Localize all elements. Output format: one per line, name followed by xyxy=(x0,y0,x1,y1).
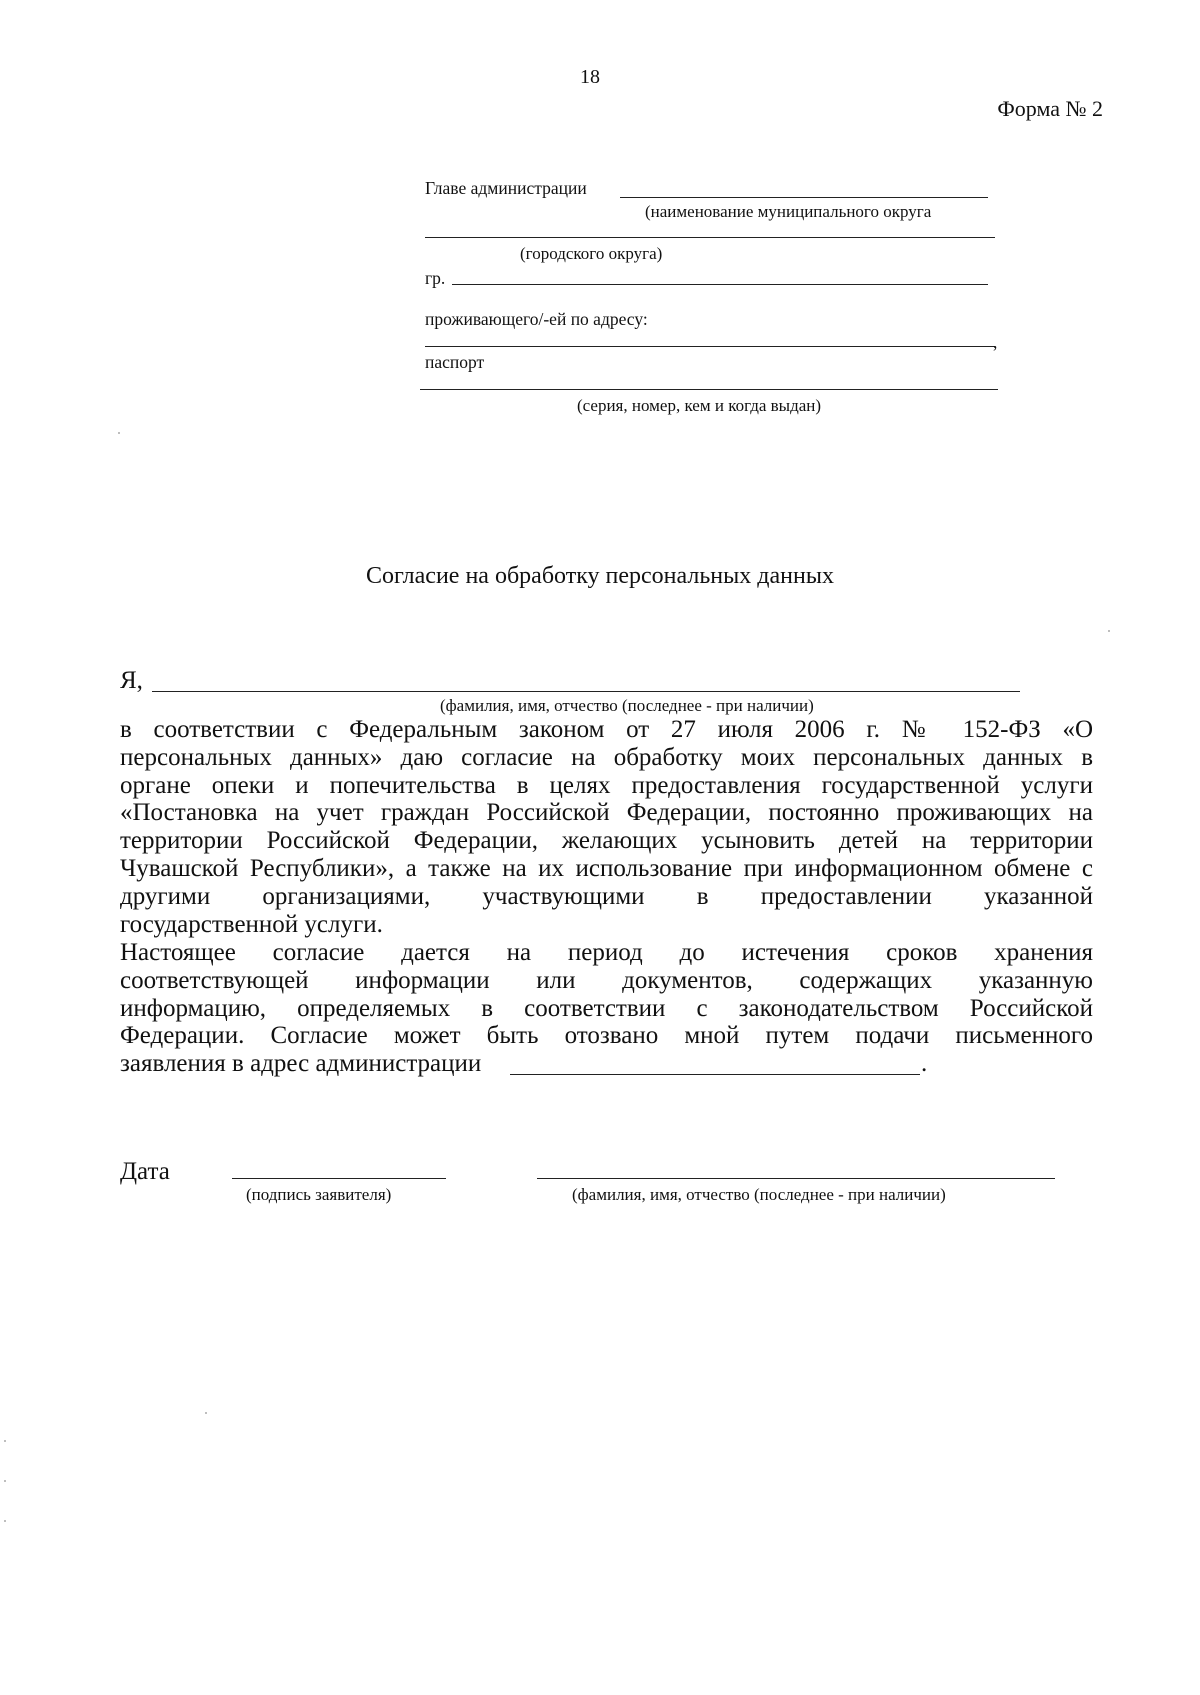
scan-speck xyxy=(1108,630,1110,632)
form-number: Форма № 2 xyxy=(997,96,1103,121)
scan-speck xyxy=(205,1412,207,1414)
signature-caption: (подпись заявителя) xyxy=(246,1185,392,1204)
scan-speck xyxy=(118,432,120,434)
document-title: Согласие на обработку персональных данных xyxy=(366,563,834,589)
scan-speck xyxy=(4,1480,6,1482)
page-number: 18 xyxy=(580,66,600,88)
head-of-administration-label: Главе администрации xyxy=(425,178,587,198)
passport-label: паспорт xyxy=(425,352,485,372)
applicant-fullname-caption: (фамилия, имя, отчество (последнее - при наличии) xyxy=(572,1185,946,1204)
paragraph-line: органе опеки и попечительства в целях предоставления государственной услуги xyxy=(120,771,1093,799)
sentence-end-period: . xyxy=(921,1050,928,1077)
paragraph-line: персональных данных» даю согласие на обработку моих персональных данных в xyxy=(120,743,1093,771)
consent-paragraph-1 xyxy=(120,716,1093,938)
paragraph-line: информацию, определяемых в соответствии с законодательством Российской xyxy=(120,994,1093,1022)
signature-line[interactable] xyxy=(232,1178,446,1179)
municipal-district-caption: (наименование муниципального округа xyxy=(645,202,932,221)
residence-address-line[interactable] xyxy=(425,346,995,347)
administration-address-label: заявления в адрес администрации xyxy=(120,1050,482,1078)
administration-address-line[interactable] xyxy=(510,1074,920,1075)
paragraph-last-line: государственной услуги. xyxy=(120,910,383,938)
date-label: Дата xyxy=(120,1158,170,1185)
paragraph-line: Настоящее согласие дается на период до истечения сроков хранения xyxy=(120,939,1093,966)
residence-label: проживающего/-ей по адресу: xyxy=(425,309,648,329)
municipal-district-line[interactable] xyxy=(425,237,995,238)
administration-name-line[interactable] xyxy=(620,197,988,198)
paragraph-line: «Постановка на учет граждан Российской Федерации, постоянно проживающих на xyxy=(120,799,1093,827)
passport-caption: (серия, номер, кем и когда выдан) xyxy=(577,396,822,415)
citizen-label: гр. xyxy=(425,268,446,288)
i-label: Я, xyxy=(120,667,143,694)
declarant-name-line[interactable] xyxy=(152,691,1020,692)
passport-details-line[interactable] xyxy=(420,389,998,390)
paragraph-line: соответствующей информации или документов, содержащих указанную xyxy=(120,966,1093,994)
scan-speck xyxy=(4,1520,6,1522)
paragraph-line: Федерации. Согласие может быть отозвано мной путем подачи письменного xyxy=(120,1022,1093,1050)
paragraph-line: другими организациями, участвующими в предоставлении указанной xyxy=(120,882,1093,910)
consent-paragraph-2 xyxy=(120,939,1093,1078)
paragraph-line: в соответствии с Федеральным законом от 27 июля 2006 г. № 152-ФЗ «О xyxy=(120,716,1093,743)
scan-speck xyxy=(4,1440,6,1442)
paragraph-line: территории Российской Федерации, желающих усыновить детей на территории xyxy=(120,827,1093,855)
residence-comma: , xyxy=(993,332,998,352)
declarant-name-caption: (фамилия, имя, отчество (последнее - при наличии) xyxy=(440,696,814,715)
applicant-fullname-line[interactable] xyxy=(537,1178,1055,1179)
citizen-name-line[interactable] xyxy=(452,284,988,285)
city-district-caption: (городского округа) xyxy=(520,244,663,263)
paragraph-line: Чувашской Республики», а также на их использование при информационном обмене с xyxy=(120,854,1093,882)
